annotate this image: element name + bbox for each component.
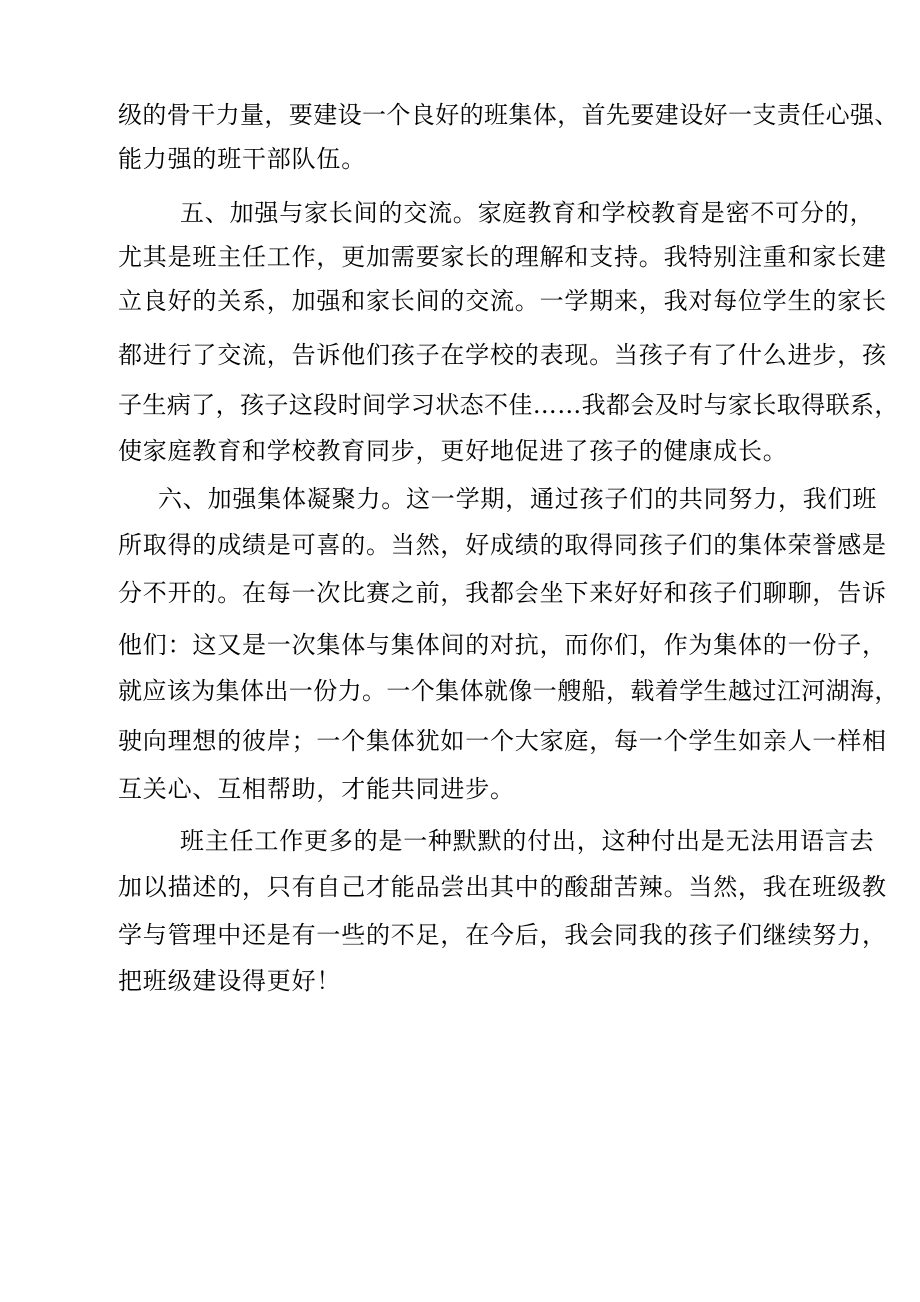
section-5-line-3: 立良好的关系，加强和家长间的交流。一学期来，我对每位学生的家长 [118, 287, 887, 315]
paragraph-fragment-line-2: 能力强的班干部队伍。 [118, 145, 366, 173]
conclusion-heading-line: 班主任工作更多的是一种默默的付出，这种付出是无法用语言去 [180, 827, 875, 855]
section-6-line-5: 就应该为集体出一份力。一个集体就像一艘船，载着学生越过江河湖海， [118, 677, 899, 705]
section-6-line-3: 分不开的。在每一次比赛之前，我都会坐下来好好和孩子们聊聊，告诉 [118, 579, 887, 607]
section-6-heading-line: 六、加强集体凝聚力。这一学期，通过孩子们的共同努力，我们班 [158, 485, 878, 513]
section-5-line-6: 使家庭教育和学校教育同步，更好地促进了孩子的健康成长。 [118, 437, 788, 465]
section-5-line-2: 尤其是班主任工作，更加需要家长的理解和支持。我特别注重和家长建 [118, 243, 887, 271]
section-5-line-4: 都进行了交流，告诉他们孩子在学校的表现。当孩子有了什么进步，孩 [118, 341, 887, 369]
section-6-line-4: 他们：这又是一次集体与集体间的对抗，而你们，作为集体的一份子， [118, 631, 887, 659]
conclusion-line-2: 加以描述的，只有自己才能品尝出其中的酸甜苦辣。当然，我在班级教 [118, 873, 887, 901]
conclusion-line-3: 学与管理中还是有一些的不足，在今后，我会同我的孩子们继续努力， [118, 921, 887, 949]
section-6-line-6: 驶向理想的彼岸；一个集体犹如一个大家庭，每一个学生如亲人一样相 [118, 727, 887, 755]
section-6-line-7: 互关心、互相帮助，才能共同进步。 [118, 775, 515, 803]
conclusion-line-4: 把班级建设得更好！ [118, 967, 342, 995]
section-5-heading-line: 五、加强与家长间的交流。家庭教育和学校教育是密不可分的， [180, 199, 875, 227]
section-5-line-5: 子生病了，孩子这段时间学习状态不佳……我都会及时与家长取得联系， [118, 391, 899, 419]
section-6-line-2: 所取得的成绩是可喜的。当然，好成绩的取得同孩子们的集体荣誉感是 [118, 531, 887, 559]
paragraph-fragment-line-1: 级的骨干力量，要建设一个良好的班集体，首先要建设好一支责任心强、 [118, 101, 899, 129]
